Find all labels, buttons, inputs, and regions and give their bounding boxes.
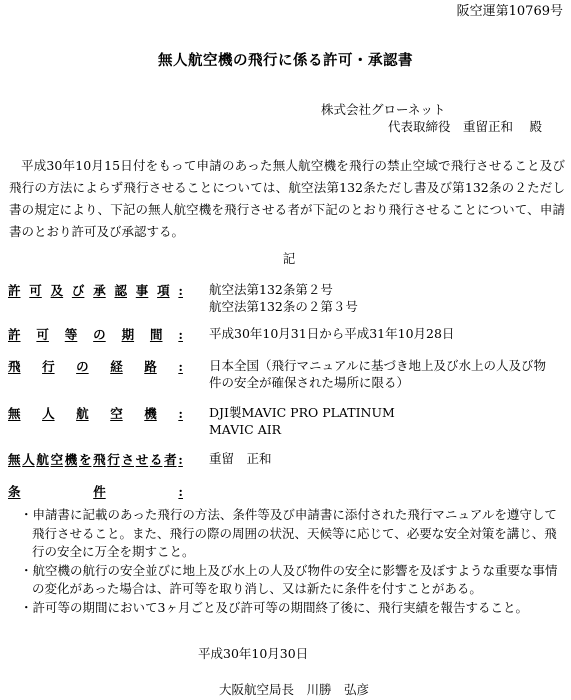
field-value-line: 航空法第132条第２号 (209, 282, 333, 297)
field-value-line: 平成30年10月31日から平成31年10月28日 (209, 326, 455, 341)
field-label-char: 路 (144, 359, 157, 374)
condition-item: ・許可等の期間において3ヶ月ごと及び許可等の期間終了後に、飛行実績を報告すること。 (20, 599, 528, 615)
field-label-char: 事 (135, 283, 149, 298)
field-label-char: 無 (8, 452, 21, 467)
field-label-char: 認 (114, 283, 127, 298)
field-label-char: の (76, 359, 89, 374)
field-label-char: 機 (64, 452, 78, 467)
field-label-char: 機 (144, 406, 157, 421)
field-label-flight-route (8, 358, 183, 375)
field-label-conditions (8, 483, 183, 500)
condition-item: ・申請書に記載のあった飛行の方法、条件等及び申請書に添付された飛行マニュアルを遵守して飛行させること。また、飛行の際の周囲の状況、天候等に応じて、必要な安全対策を講じ、飛行の安全に万全を期すこと。 (20, 507, 557, 559)
field-value-line: 件の安全が確保された場所に限る） (209, 374, 410, 390)
addressee-person: 代表取締役 重留正和 殿 (388, 119, 542, 134)
field-label-char: 承 (93, 283, 106, 298)
addressee-company: 株式会社グローネット (321, 102, 446, 117)
field-value-uav (209, 405, 565, 438)
field-label-char: る (149, 452, 163, 467)
field-label-char: 件 (93, 484, 106, 499)
condition-item: ・航空機の航行の安全並びに地上及び水上の人及び物件の安全に影響を及ぼすような重要な事情の変化があった場合は、許可等を取り消し、又は新たに条件を付すことがある。 (20, 562, 558, 596)
field-value-line: 航空法第132条の２第３号 (209, 298, 358, 314)
field-label-char: 間 (149, 327, 163, 342)
field-label-char: 空 (110, 406, 123, 421)
field-label-uav (8, 405, 183, 422)
field-label-permission-items (8, 282, 183, 299)
issue-date: 平成30年10月30日 (198, 646, 309, 661)
field-value-line: MAVIC AIR (209, 421, 282, 437)
field-value-flight-route (209, 358, 565, 391)
field-label-char: : (178, 327, 183, 342)
field-label-char: 飛 (93, 452, 106, 467)
field-label-char: を (78, 452, 92, 467)
field-label-char: 者 (164, 452, 177, 467)
field-label-char: 及 (50, 283, 64, 298)
field-label-period (8, 326, 183, 343)
field-label-char: 条 (8, 484, 21, 499)
field-label-char: : (178, 484, 183, 499)
field-label-char: 航 (76, 406, 89, 421)
field-label-char: 行 (42, 359, 55, 374)
field-label-char: 人 (42, 406, 55, 421)
body-paragraph: 平成30年10月15日付をもって申請のあった無人航空機を飛行の禁止空域で飛行させること及び飛行の方法によらず飛行させることについては、航空法第132条ただし書及び第132条の２ただし書の規定により、下記の無人航空機を飛行させる者が下記のとおり飛行させることについて、申請書のとおり許可及び承認する。 (9, 158, 565, 239)
issuer-name: 大阪航空局長 川勝 弘彦 (219, 682, 370, 697)
record-heading: 記 (282, 251, 296, 266)
field-label-char: 空 (50, 452, 64, 467)
field-label-char: 航 (36, 452, 49, 467)
field-label-char: 等 (64, 327, 78, 342)
field-value-line: 日本全国（飛行マニュアルに基づき地上及び水上の人及び物 (209, 358, 547, 373)
field-value-line: 重留 正和 (209, 451, 272, 466)
field-label-char: び (71, 283, 85, 298)
field-label-char: 行 (107, 452, 120, 467)
field-value-operator (209, 451, 565, 468)
field-label-operator (8, 451, 183, 468)
field-label-char: : (178, 283, 183, 298)
field-label-char: の (93, 327, 106, 342)
field-label-char: : (178, 452, 183, 467)
field-label-char: 可 (36, 327, 49, 342)
field-label-char: 可 (29, 283, 42, 298)
field-value-line: DJI製MAVIC PRO PLATINUM (209, 405, 395, 420)
conditions-list (20, 506, 565, 617)
field-label-char: さ (121, 452, 135, 467)
field-label-char: 経 (110, 359, 123, 374)
field-label-char: 期 (121, 327, 135, 342)
field-label-char: せ (135, 452, 149, 467)
field-label-char: : (178, 359, 183, 374)
field-label-char: 項 (157, 283, 170, 298)
field-label-char: 無 (8, 406, 21, 421)
document-title: 無人航空機の飛行に係る許可・承認書 (158, 52, 413, 69)
field-value-period (209, 326, 565, 343)
field-label-char: 飛 (8, 359, 21, 374)
field-label-char: 許 (8, 283, 21, 298)
field-label-char: 許 (8, 327, 21, 342)
field-value-permission-items (209, 282, 565, 315)
field-label-char: : (178, 406, 183, 421)
document-number: 阪空運第10769号 (456, 4, 563, 19)
field-label-char: 人 (22, 452, 35, 467)
